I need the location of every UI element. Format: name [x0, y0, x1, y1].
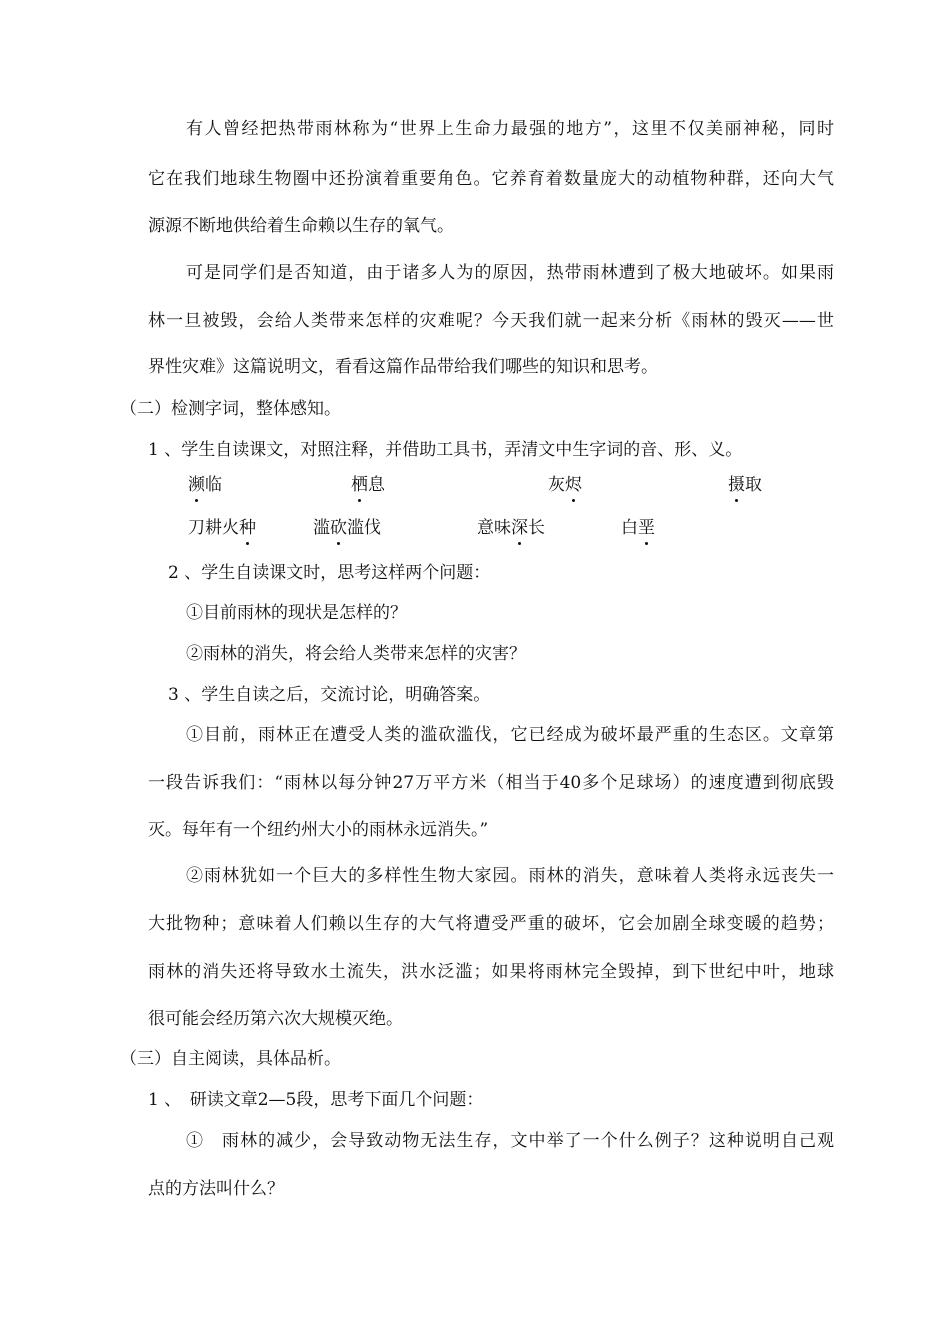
intro-paragraph-2-line-3: 界性灾难》这篇说明文，看看这篇作品带给我们哪些的知识和思考。	[148, 357, 658, 377]
section-2-item-2: 2 、学生自读课文时，思考这样两个问题：	[168, 563, 491, 583]
section-3-item-1: 1 、 研读文章2—5段，思考下面几个问题：	[148, 1090, 484, 1110]
section-2-item-3: 3 、学生自读之后，交流讨论，明确答案。	[168, 685, 491, 705]
answer-2-line-4: 很可能会经历第六次大规模灭绝。	[148, 1009, 403, 1029]
intro-paragraph-2-line-2: 林一旦被毁，会给人类带来怎样的灾难呢？今天我们就一起来分析《雨林的毁灭——世	[148, 311, 834, 331]
vocab-word: 灰烬	[548, 475, 582, 495]
answer-1-line-1: ①目前，雨林正在遭受人类的滥砍滥伐，它已经成为破坏最严重的生态区。文章第	[186, 725, 834, 745]
intro-paragraph-1-line-3: 源源不断地供给着生命赖以生存的氧气。	[148, 216, 454, 236]
vocab-word: 滥砍滥伐	[313, 518, 381, 538]
intro-paragraph-2-line-1: 可是同学们是否知道，由于诸多人为的原因，热带雨林遭到了极大地破坏。如果雨	[186, 263, 834, 283]
section-3-heading: （三）自主阅读，具体品析。	[120, 1049, 341, 1069]
section-3-question-1-line-2: 点的方法叫什么？	[148, 1179, 284, 1199]
question-1: ①目前雨林的现状是怎样的？	[186, 603, 407, 623]
section-2-heading: （二）检测字词，整体感知。	[120, 399, 341, 419]
vocab-word: 白垩	[621, 518, 655, 538]
intro-paragraph-1-line-2: 它在我们地球生物圈中还扮演着重要角色。它养育着数量庞大的动植物种群，还向大气	[148, 169, 834, 189]
answer-1-line-3: 灭。每年有一个纽约州大小的雨林永远消失。”	[148, 820, 489, 840]
answer-2-line-1: ②雨林犹如一个巨大的多样性生物大家园。雨林的消失，意味着人类将永远丧失一	[186, 866, 834, 886]
answer-2-line-2: 大批物种；意味着人们赖以生存的大气将遭受严重的破坏，它会加剧全球变暖的趋势；	[148, 914, 834, 934]
answer-1-line-2: 一段告诉我们：“雨林以每分钟27万平方米（相当于40多个足球场）的速度遭到彻底毁	[148, 773, 834, 793]
vocab-word: 濒临	[188, 475, 222, 495]
vocab-word: 摄取	[728, 475, 762, 495]
section-2-item-1: 1 、学生自读课文，对照注释，并借助工具书，弄清文中生字词的音、形、义。	[148, 440, 743, 460]
section-3-question-1-line-1: ① 雨林的减少，会导致动物无法生存，文中举了一个什么例子？这种说明自己观	[186, 1131, 834, 1151]
vocab-word: 栖息	[351, 475, 385, 495]
vocab-word: 意味深长	[477, 518, 545, 538]
question-2: ②雨林的消失，将会给人类带来怎样的灾害？	[186, 644, 526, 664]
vocab-word: 刀耕火种	[188, 518, 256, 538]
answer-2-line-3: 雨林的消失还将导致水土流失，洪水泛滥；如果将雨林完全毁掉，到下世纪中叶，地球	[148, 962, 834, 982]
intro-paragraph-1-line-1: 有人曾经把热带雨林称为“世界上生命力最强的地方”，这里不仅美丽神秘，同时	[186, 119, 834, 139]
